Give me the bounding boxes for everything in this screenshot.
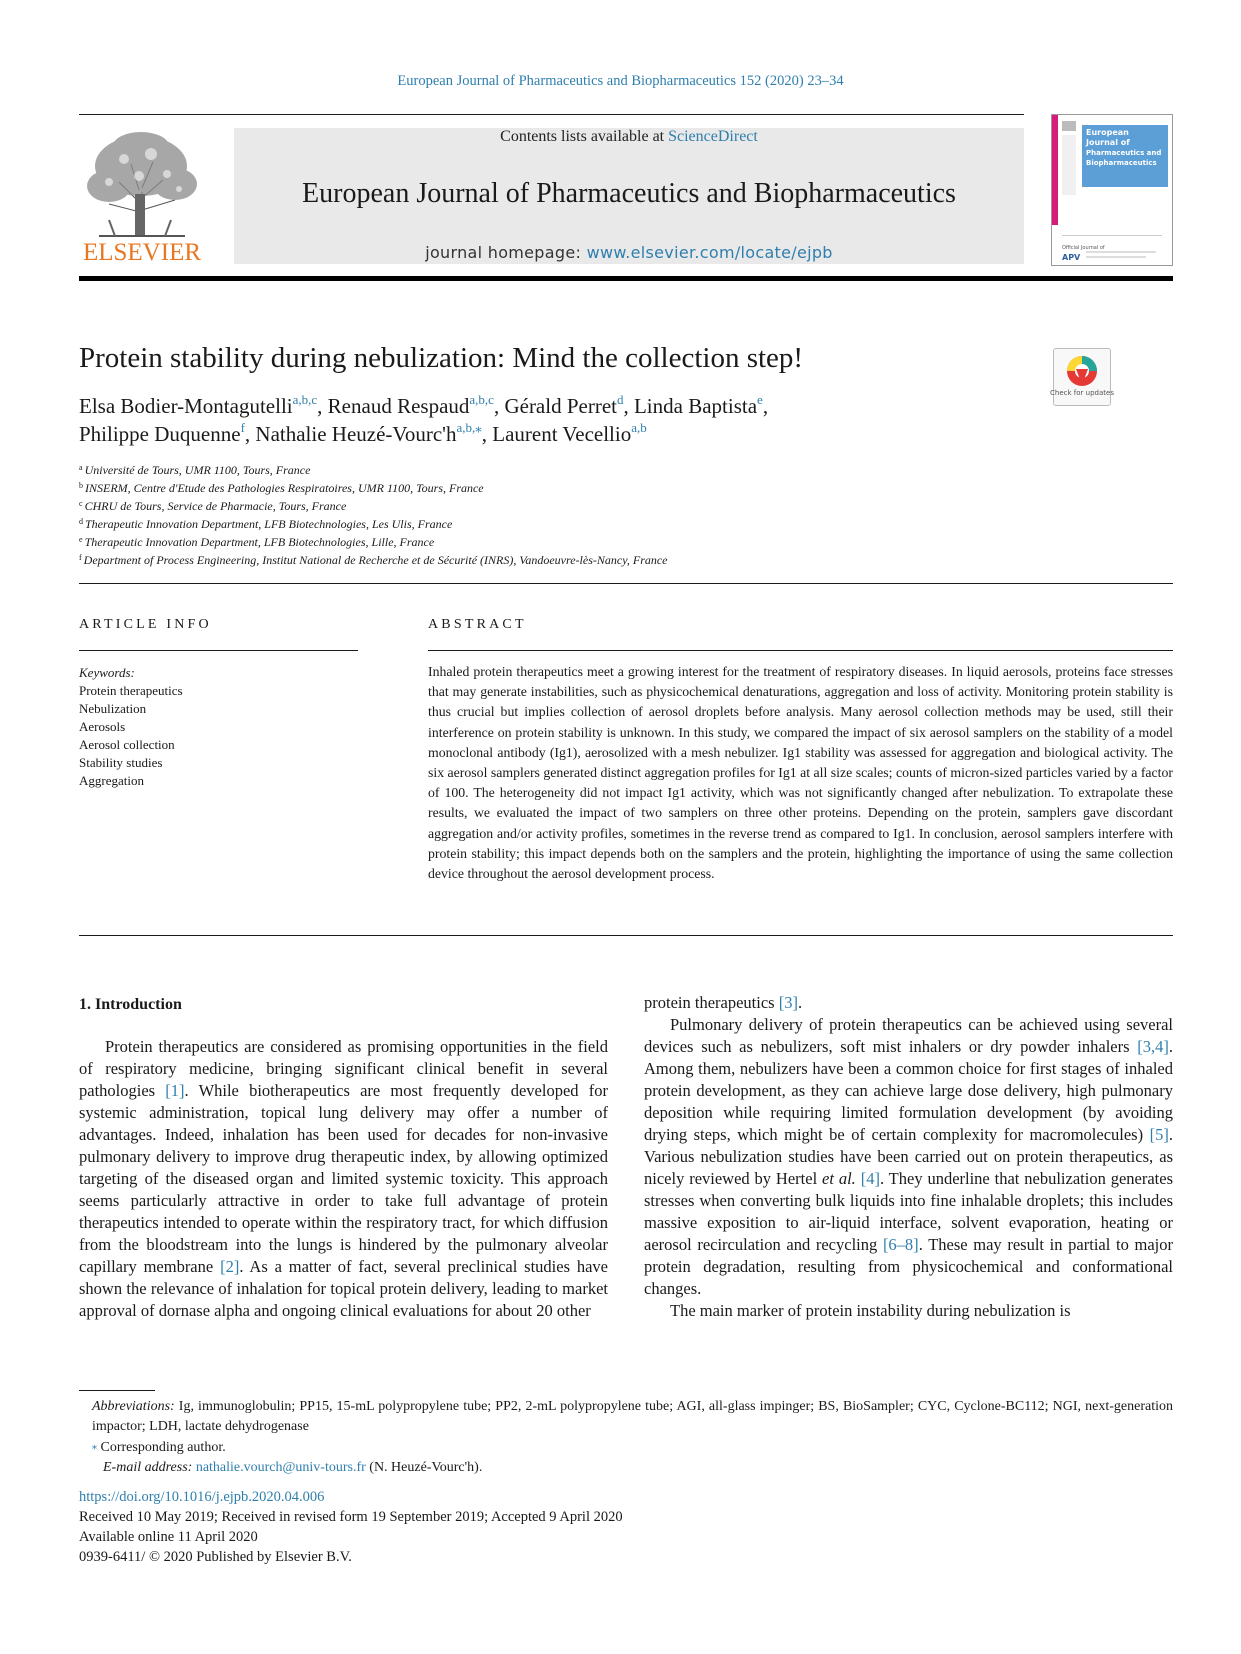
intro-paragraph: Protein therapeutics are considered as promising opportunities in the field of respiratory medicine, bringing significant clinical benefit in several pathologies [1]. While biotherapeutics are most frequently developed for systemic administration, topical lung delivery may offer a number of advantages. Indeed, inhalation has been used for decades for non-invasive pulmonary delivery to improve drug therapeutic index, by allowing optimized targeting of the diseased organ and limited systemic toxicity. This approach seems particularly attractive in order to take full advantage of protein therapeutics intended to operate within the respiratory tract, for which diffusion from the bloodstream into the lungs is hindered by the pulmonary alveolar capillary membrane [2]. As a matter of fact, several preclinical studies have shown the relevance of inhalation for topical protein delivery, leading to market approval of dornase alpha and ongoing clinical evaluations for about 20 other	[79, 1037, 608, 1320]
email-footnote: E-mail address: nathalie.vourch@univ-tours.fr (N. Heuzé-Vourc'h).	[103, 1460, 483, 1475]
affiliation-item: $^b$ INSERM, Centre d'Etude des Pathologies Respiratoires, UMR 1100, Tours, France	[79, 481, 484, 495]
journal-name: European Journal of Pharmaceutics and Biopharmaceutics	[302, 178, 956, 209]
keyword: Protein therapeutics	[79, 683, 183, 698]
keywords-label: Keywords:	[79, 665, 135, 680]
author[interactable]: Linda Baptista$^e$	[633, 392, 763, 418]
publication-info	[79, 1487, 623, 1567]
copyright: 0939-6411/ © 2020 Published by Elsevier B.V.	[79, 1549, 352, 1565]
affiliations	[79, 461, 668, 569]
sciencedirect-link[interactable]: ScienceDirect	[668, 128, 758, 145]
available-online: Available online 11 April 2020	[79, 1529, 258, 1545]
abstract-heading: ABSTRACT	[428, 617, 527, 632]
author-list: Elsa Bodier-Montagutelli$^{a,b,c}$, Renaud Respaud$^{a,b,c}$, Gérald Perret$^d$, Linda Baptista$^e$, Philippe Duquenne$^f$, Nathalie Heuzé-$Vourc'h^{a,b,⁎}$, Laurent Vecellio$^{a,b}$	[79, 392, 769, 446]
abstract-rule	[428, 650, 1173, 651]
abstract-bottom-rule	[79, 935, 1173, 936]
body-column-right	[644, 992, 1173, 1322]
elsevier-wordmark: ELSEVIER	[82, 239, 202, 266]
journal-cover[interactable]	[1051, 114, 1173, 266]
svg-text:Journal of: Journal of	[1086, 138, 1130, 147]
svg-text:Pharmaceutics and: Pharmaceutics and	[1086, 149, 1162, 157]
crossmark-icon	[1050, 349, 1114, 405]
email-link[interactable]: nathalie.vourch@univ-tours.fr	[195, 1460, 366, 1475]
elsevier-tree-icon	[79, 124, 205, 266]
author[interactable]: Renaud Respaud$^{a,b,c}$	[327, 392, 494, 418]
footnote-rule	[79, 1390, 155, 1391]
affiliation-item: $^d$ Therapeutic Innovation Department, LFB Biotechnologies, Les Ulis, France	[79, 517, 453, 531]
journal-citation[interactable]	[0, 73, 1241, 90]
header-thick-rule	[79, 276, 1173, 281]
intro-continuation: protein therapeutics [3].	[644, 993, 803, 1012]
svg-text:Biopharmaceutics: Biopharmaceutics	[1086, 159, 1157, 167]
keyword: Aerosol collection	[79, 737, 175, 752]
affiliation-item: $^e$ Therapeutic Innovation Department, LFB Biotechnologies, Lille, France	[79, 535, 435, 549]
received-dates: Received 10 May 2019; Received in revised form 19 September 2019; Accepted 9 April 2020	[79, 1509, 623, 1525]
affiliation-item: $^c$ CHRU de Tours, Service de Pharmacie, Tours, France	[79, 499, 347, 513]
crossmark-label: Check for updates	[1050, 389, 1114, 397]
journal-homepage	[234, 243, 1024, 262]
journal-cover-image	[1052, 115, 1172, 265]
affiliation-item: $^a$ Université de Tours, UMR 1100, Tours, France	[79, 463, 311, 477]
svg-text:European: European	[1086, 128, 1129, 137]
header-rule	[79, 114, 1024, 115]
elsevier-logo	[79, 124, 205, 266]
keyword: Aggregation	[79, 773, 144, 788]
check-for-updates-button[interactable]	[1050, 348, 1114, 406]
keyword: Stability studies	[79, 755, 163, 770]
citation-link[interactable]: [4]	[860, 1169, 880, 1188]
author[interactable]: Elsa Bodier-Montagutelli$^{a,b,c}$	[79, 392, 318, 418]
journal-citation-link[interactable]: European Journal of Pharmaceutics and Biopharmaceutics 152 (2020) 23–34	[397, 73, 844, 89]
keyword: Nebulization	[79, 701, 147, 716]
homepage-link[interactable]: www.elsevier.com/locate/ejpb	[586, 243, 833, 262]
section-heading-introduction: 1. Introduction	[79, 996, 182, 1013]
citation-link[interactable]: [3]	[778, 993, 798, 1012]
article-info-heading: ARTICLE INFO	[79, 617, 212, 632]
article-info-rule	[79, 650, 358, 651]
keywords-block	[79, 664, 183, 790]
intro-paragraph: Pulmonary delivery of protein therapeutics can be achieved using several devices such as nebulizers, soft mist inhalers or dry powder inhalers [3,4]. Among them, nebulizers have been a common choice for first stages of inhaled protein development, as they can achieve large dose delivery, high pulmonary deposition while requiring limited formulation development (by avoiding drying steps, which might be of certain complexity for macromolecules) [5]. Various nebulization studies have been carried out on protein therapeutics, as nicely reviewed by Hertel et al. [4]. They underline that nebulization generates stresses when converting bulk liquids into fine inhalable droplets; this includes massive exposition to air-liquid interface, solvent evaporation, heating or aerosol recirculation and recycling [6–8]. These may result in partial to major protein degradation, resulting from physicochemical and conformational changes.	[644, 1015, 1174, 1298]
intro-paragraph: The main marker of protein instability during nebulization is	[670, 1301, 1071, 1320]
citation-link[interactable]: [3,4]	[1137, 1037, 1169, 1056]
keyword: Aerosols	[79, 719, 126, 734]
corresponding-author-footnote: ⁎ Corresponding author.	[92, 1440, 226, 1455]
affiliations-rule	[79, 583, 1173, 584]
citation-link[interactable]: [6–8]	[882, 1235, 919, 1254]
author[interactable]: Gérald Perret$^d$	[504, 392, 624, 418]
doi-link[interactable]: https://doi.org/10.1016/j.ejpb.2020.04.006	[79, 1489, 325, 1505]
author[interactable]: Laurent Vecellio$^{a,b}$	[492, 420, 647, 446]
svg-text:Official Journal of: Official Journal of	[1062, 245, 1105, 251]
citation-link[interactable]: [1]	[165, 1081, 185, 1100]
contents-prefix: Contents lists available at	[500, 128, 669, 145]
footnotes	[79, 1397, 1173, 1478]
paper-title: Protein stability during nebulization: Mind the collection step!	[79, 342, 804, 374]
citation-link[interactable]: [2]	[220, 1257, 240, 1276]
abbreviations-footnote: Abbreviations: Ig, immunoglobulin; PP15, 15-mL polypropylene tube; PP2, 2-mL polypropylene tube; AGI, all-glass impinger; BS, BioSampler; CYC, Cyclone-BC112; NGI, next-generation impactor; LDH, lactate dehydrogenase	[92, 1399, 1173, 1434]
body-column-left	[79, 1036, 608, 1322]
homepage-prefix: journal homepage:	[425, 243, 587, 262]
svg-text:APV: APV	[1062, 253, 1081, 262]
affiliation-item: $^f$ Department of Process Engineering, Institut National de Recherche et de Sécurité (INRS), Vandoeuvre-lès-Nancy, France	[79, 553, 668, 567]
contents-line	[234, 128, 1024, 146]
abstract-text: Inhaled protein therapeutics meet a growing interest for the treatment of respiratory diseases. In liquid aerosols, proteins face stresses that may generate instabilities, such as physicochemical denaturations, aggregation and loss of activity. Monitoring protein stability is thus crucial but implies collection of aerosol droplets before analysis. Many aerosol collection methods may be used, still their interference on protein stability is unknown. In this study, we compared the impact of six aerosol samplers on the stability of a model monoclonal antibody (Ig1), aerosolized with a mesh nebulizer. Ig1 stability was assessed for aggregation and biological activity. The six aerosol samplers generated distinct aggregation profiles for Ig1 at all size scales; counts of micron-sized particles varied by a factor of 100. The heterogeneity did not impact Ig1 activity, which was not significantly changed after nebulization. To extrapolate these results, we evaluated the impact of two samplers on three other proteins. Depending on the protein, samplers gave discordant aggregation and/or activity profiles, sometimes in the reverse trend as compared to Ig1. In conclusion, aerosol samplers interfere with protein stability; this impact depends both on the samplers and the protein, highlighting the importance of using the same collection device throughout the aerosol development process.	[428, 664, 1173, 882]
author[interactable]: Philippe Duquenne$^f$	[79, 420, 245, 446]
author[interactable]: Nathalie Heuzé-$Vourc'h^{a,b,⁎}$	[255, 420, 482, 446]
citation-link[interactable]: [5]	[1149, 1125, 1169, 1144]
